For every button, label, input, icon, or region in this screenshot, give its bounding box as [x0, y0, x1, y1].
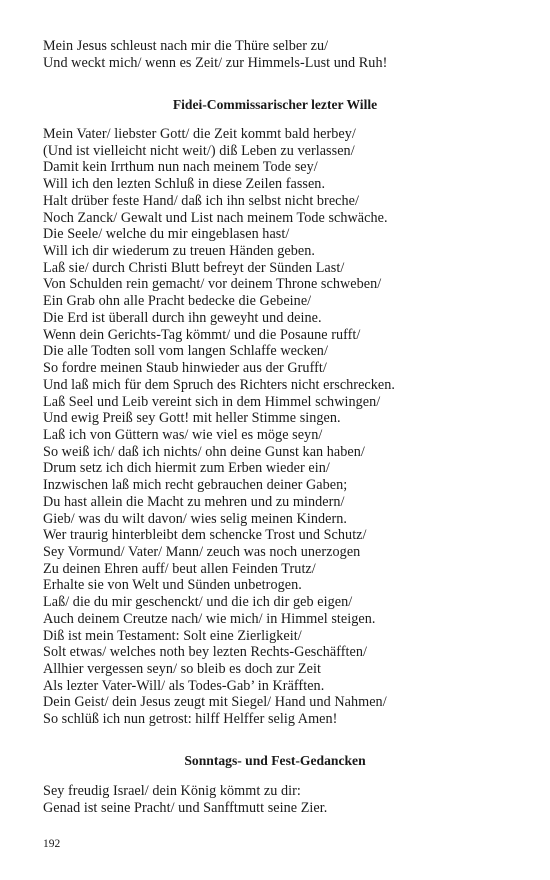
verse-line: Und laß mich für dem Spruch des Richters nicht erschrecken.: [43, 376, 396, 393]
verse-line: Will ich dir wiederum zu treuen Händen geben.: [43, 243, 315, 260]
verse-line: Will ich den lezten Schluß in diese Zeilen fassen.: [43, 176, 326, 193]
verse-line: Dein Geist/ dein Jesus zeugt mit Siegel/ Hand und Nahmen/: [43, 694, 387, 711]
verse-line: Und weckt mich/ wenn es Zeit/ zur Himmels-Lust und Ruh!: [43, 54, 388, 71]
section-title: Sonntags- und Fest-Gedancken: [184, 753, 366, 768]
verse-line: Auch deinem Creutze nach/ wie mich/ in Himmel steigen.: [43, 610, 376, 627]
verse-line: Sey freudig Israel/ dein König kömmt zu dir:: [43, 783, 301, 799]
verse-line: Inzwischen laß mich recht gebrauchen deiner Gaben;: [43, 477, 348, 494]
verse-line: Ein Grab ohn alle Pracht bedecke die Gebeine/: [43, 293, 312, 310]
page-number: 192: [43, 838, 61, 850]
verse-line: Wer traurig hinterbleibt dem schencke Trost und Schutz/: [43, 527, 367, 544]
verse-line: Gieb/ was du wilt davon/ wies selig meinen Kindern.: [43, 510, 347, 527]
verse-line: So fordre meinen Staub hinwieder aus der Grufft/: [43, 360, 327, 377]
verse-line: Damit kein Irrthum nun nach meinem Tode sey/: [43, 159, 318, 176]
verse-line: Du hast allein die Macht zu mehren und zu mindern/: [43, 493, 345, 510]
verse-line: Von Schulden rein gemacht/ vor deinem Throne schweben/: [43, 276, 382, 293]
verse-line: Laß/ die du mir geschenckt/ und die ich dir geb eigen/: [43, 594, 353, 611]
verse-line: Genad ist seine Pracht/ und Sanfftmutt seine Zier.: [43, 799, 328, 816]
verse-line: Solt etwas/ welches noth bey lezten Rechts-Geschäfften/: [43, 644, 367, 661]
verse-line: (Und ist vielleicht nicht weit/) diß Leben zu verlassen/: [43, 142, 355, 159]
verse-line: Allhier vergessen seyn/ so bleib es doch zur Zeit: [43, 661, 321, 677]
verse-line: Mein Jesus schleust nach mir die Thüre selber zu/: [43, 38, 329, 54]
verse-line: Und ewig Preiß sey Gott! mit heller Stimme singen.: [43, 410, 341, 427]
verse-line: Halt drüber feste Hand/ daß ich ihn selbst nicht breche/: [43, 192, 360, 209]
verse-line: Drum setz ich dich hiermit zum Erben wieder ein/: [43, 460, 330, 477]
intro-stanza: [43, 38, 513, 71]
verse-line: Laß Seel und Leib vereint sich in dem Himmel schwingen/: [43, 393, 381, 410]
verse-line: Zu deinen Ehren auff/ beut allen Feinden Trutz/: [43, 560, 316, 577]
verse-line: Als lezter Vater-Will/ als Todes-Gab’ in Kräfften.: [43, 677, 325, 694]
verse-line: Diß ist mein Testament: Solt eine Zierligkeit/: [43, 627, 302, 644]
verse-line: Sey Vormund/ Vater/ Mann/ zeuch was noch unerzogen: [43, 543, 361, 560]
verse-line: Laß sie/ durch Christi Blutt befreyt der Sünden Last/: [43, 259, 345, 276]
verse-line: Die alle Todten soll vom langen Schlaffe wecken/: [43, 343, 328, 360]
section-title: Fidei-Commissarischer lezter Wille: [172, 97, 378, 112]
verse-line: Die Erd ist überall durch ihn geweyht und deine.: [43, 309, 322, 326]
verse-line: So weiß ich/ daß ich nichts/ ohn deine Gunst kan haben/: [43, 443, 365, 460]
verse-line: Noch Zanck/ Gewalt und List nach meinem Tode schwäche.: [43, 209, 388, 226]
poem-body: [43, 783, 513, 816]
verse-line: Erhalte sie von Welt und Sünden unbetrogen.: [43, 577, 302, 594]
verse-line: Wenn dein Gerichts-Tag kömmt/ und die Posaune rufft/: [43, 326, 361, 343]
verse-line: Die Seele/ welche du mir eingeblasen hast/: [43, 226, 290, 243]
verse-line: Laß ich von Güttern was/ wie viel es möge seyn/: [43, 426, 323, 443]
verse-line: So schlüß ich nun getrost: hilff Helffer selig Amen!: [43, 711, 338, 728]
verse-line: Mein Vater/ liebster Gott/ die Zeit kommt bald herbey/: [43, 126, 356, 142]
poem-body: [43, 126, 513, 728]
